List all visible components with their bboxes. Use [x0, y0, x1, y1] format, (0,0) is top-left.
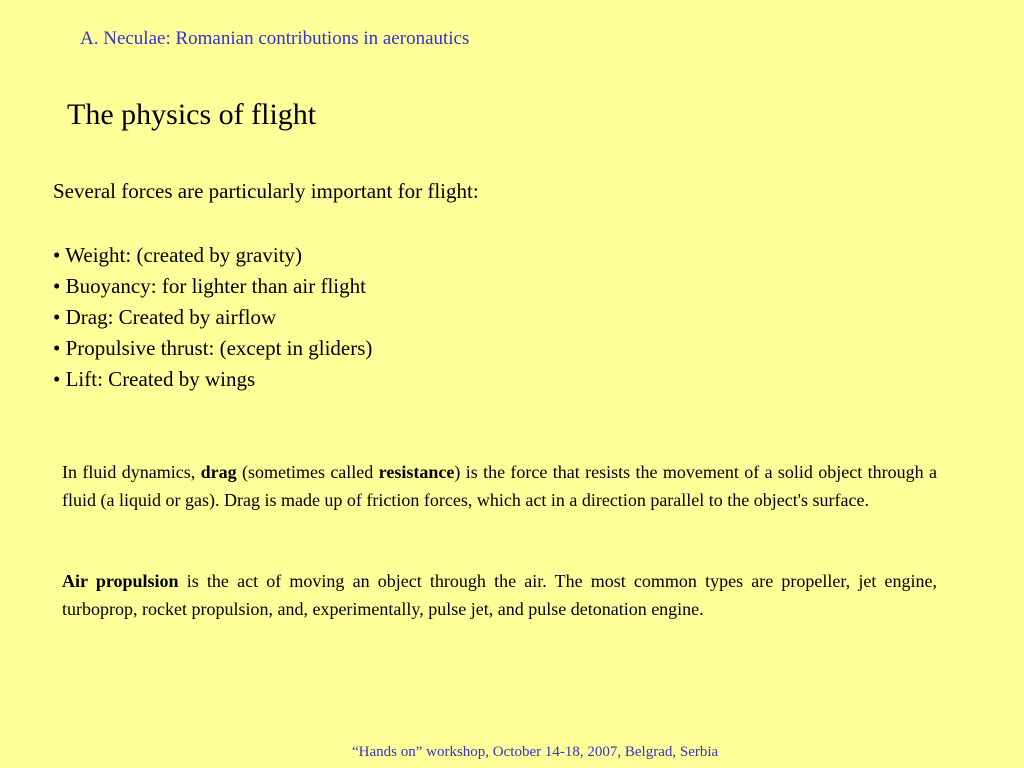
slide-title: The physics of flight: [67, 98, 317, 131]
slide-footer: “Hands on” workshop, October 14-18, 2007, Belgrad, Serbia: [352, 744, 719, 760]
forces-list: [53, 240, 372, 395]
bullet-text: Lift: Created by wings: [65, 367, 256, 391]
list-item: [53, 240, 372, 271]
list-item: [53, 364, 372, 395]
bullet-marker: •: [53, 305, 61, 329]
drag-text-3: ) is the force that resists the movement of a solid object through a fluid (a liquid or gas). Drag is made up of friction forces, which act in a direction parallel to the object's surface.: [62, 462, 938, 510]
list-item: [53, 271, 372, 302]
drag-text-1: In fluid dynamics,: [62, 462, 201, 482]
bullet-marker: •: [53, 367, 61, 391]
bullet-text: Buoyancy: for lighter than air flight: [65, 274, 366, 298]
list-item: [53, 333, 372, 364]
intro-text: Several forces are particularly important for flight:: [53, 179, 479, 203]
drag-text-2: (sometimes called: [236, 462, 379, 482]
bullet-marker: •: [53, 336, 61, 360]
propulsion-text: is the act of moving an object through the air. The most common types are propeller, jet engine, turboprop, rocket propulsion, and, experimentally, pulse jet, and pulse detonation engine.: [62, 571, 937, 619]
air-propulsion-term: Air propulsion: [62, 571, 179, 591]
bullet-text: Propulsive thrust: (except in gliders): [65, 336, 373, 360]
bullet-text: Weight: (created by gravity): [65, 243, 303, 267]
bullet-text: Drag: Created by airflow: [65, 305, 277, 329]
bullet-marker: •: [53, 243, 61, 267]
drag-paragraph: [62, 459, 937, 514]
bullet-marker: •: [53, 274, 61, 298]
slide-header: A. Neculae: Romanian contributions in aeronautics: [80, 28, 470, 49]
drag-term: drag: [200, 462, 237, 482]
resistance-term: resistance: [378, 462, 455, 482]
propulsion-paragraph: [62, 568, 937, 623]
list-item: [53, 302, 372, 333]
